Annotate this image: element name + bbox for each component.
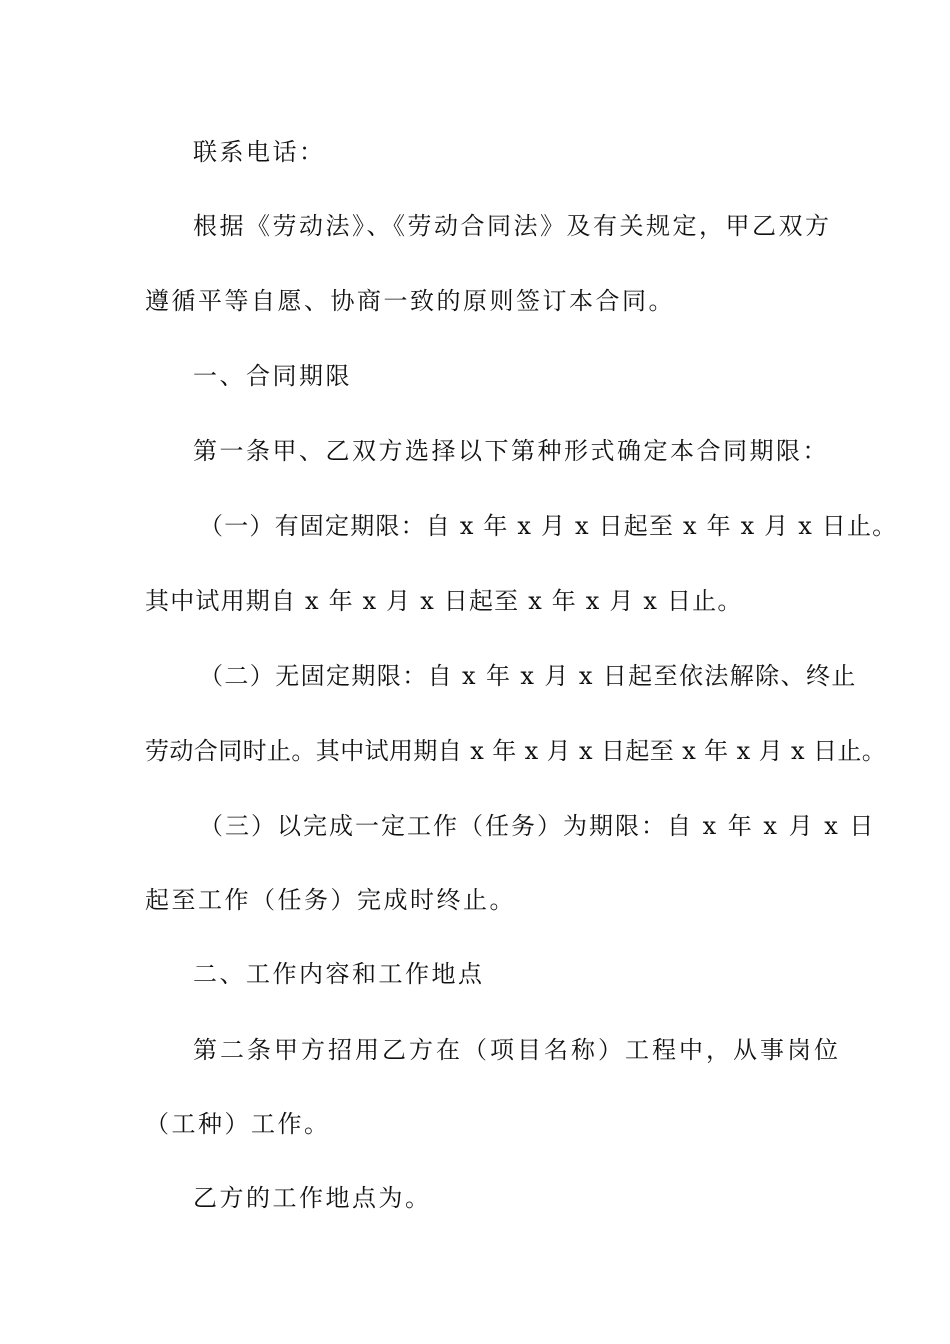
article-line: 第一条甲、乙双方选择以下第种形式确定本合同期限： xyxy=(193,437,829,465)
clause-line: （三）以完成一定工作（任务）为期限：自 x 年 x 月 x 日 xyxy=(199,812,876,840)
clause-line: （二）无固定期限：自 x 年 x 月 x 日起至依法解除、终止 xyxy=(199,662,857,690)
paragraph-line: 遵循平等自愿、协商一致的原则签订本合同。 xyxy=(145,287,675,315)
clause-line: 劳动合同时止。其中试用期自 x 年 x 月 x 日起至 x 年 x 月 x 日止。 xyxy=(145,737,887,765)
clause-line: 起至工作（任务）完成时终止。 xyxy=(145,886,516,914)
clause-line: （一）有固定期限：自 x 年 x 月 x 日起至 x 年 x 月 x 日止。 xyxy=(199,512,898,540)
paragraph-line: 乙方的工作地点为。 xyxy=(193,1184,432,1212)
contact-phone-line: 联系电话： xyxy=(193,138,326,166)
paragraph-line: 根据《劳动法》、《劳动合同法》及有关规定，甲乙双方 xyxy=(193,212,832,240)
section-heading: 一、合同期限 xyxy=(193,362,352,390)
section-heading: 二、工作内容和工作地点 xyxy=(193,960,485,988)
clause-line: 其中试用期自 x 年 x 月 x 日起至 x 年 x 月 x 日止。 xyxy=(145,587,743,615)
article-line: 第二条甲方招用乙方在（项目名称）工程中，从事岗位 xyxy=(193,1036,841,1064)
paragraph-line: （工种）工作。 xyxy=(145,1110,331,1138)
